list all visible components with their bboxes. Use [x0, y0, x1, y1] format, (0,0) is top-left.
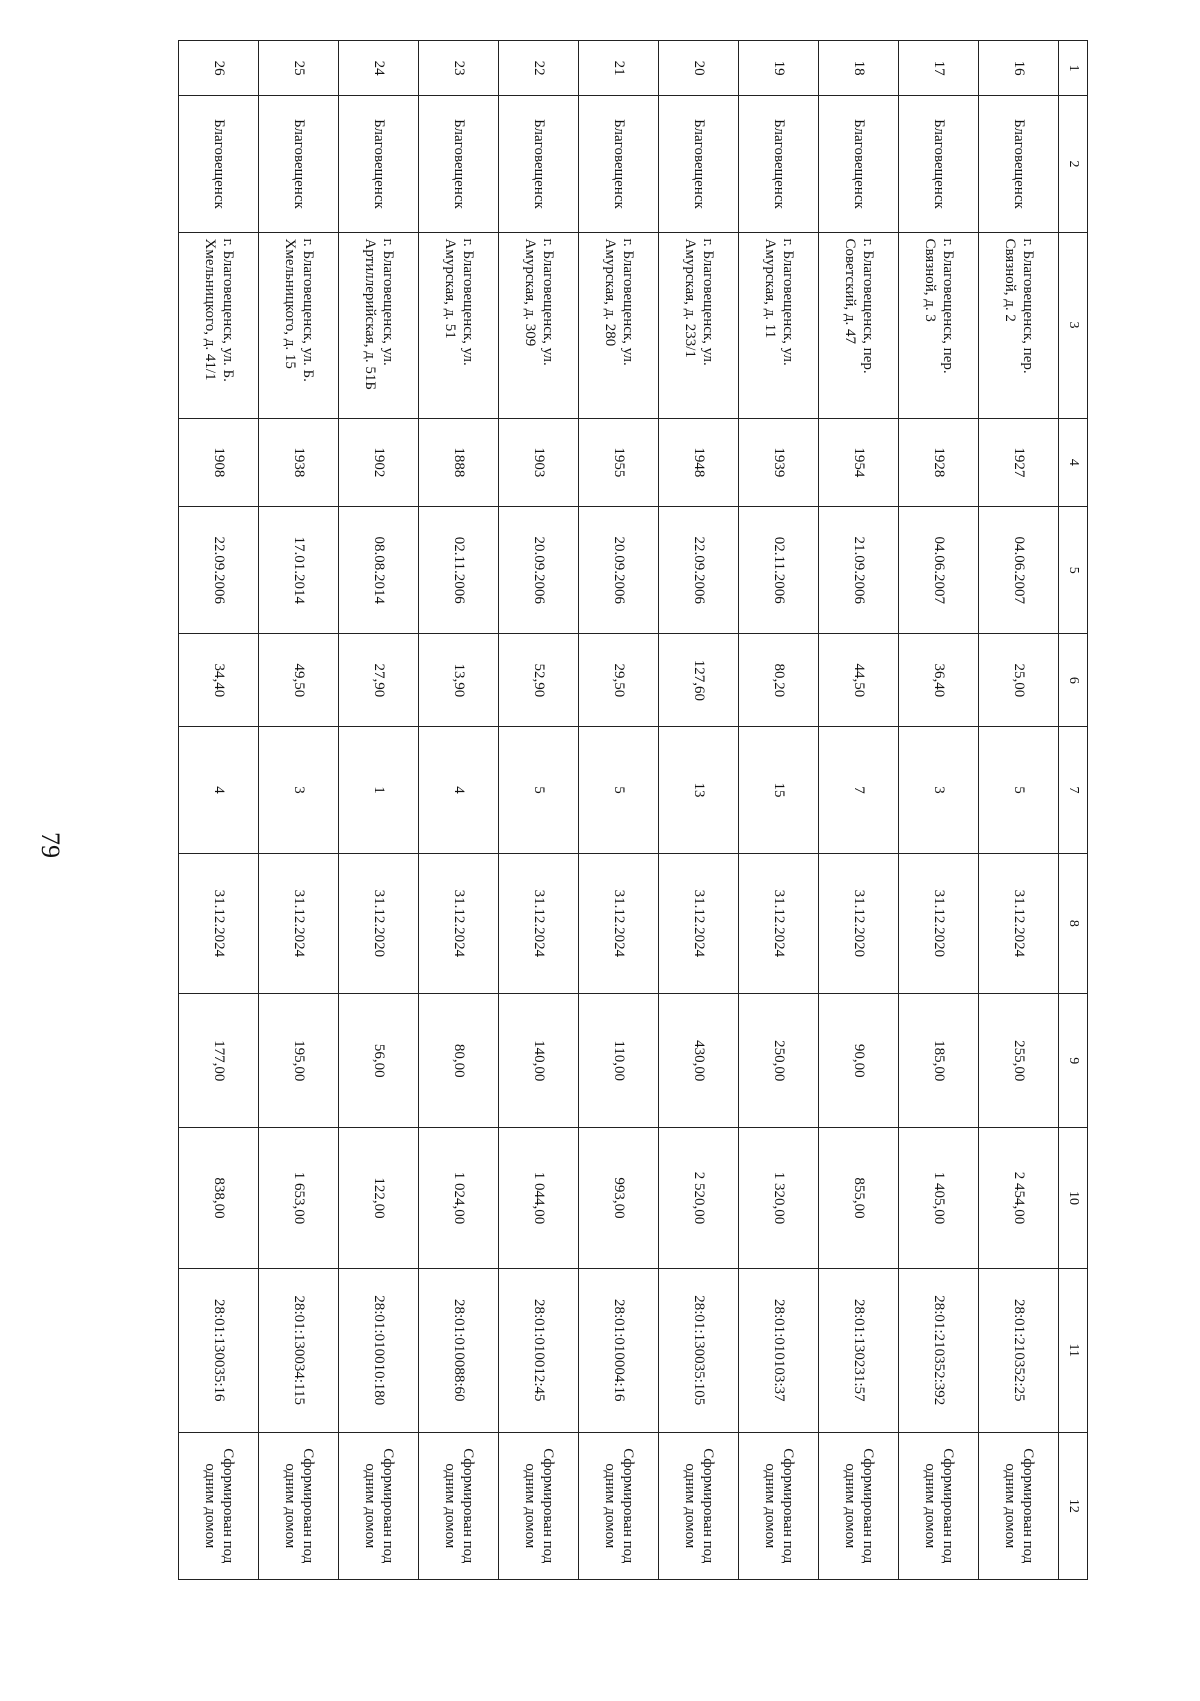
value9-cell: 140,00 — [499, 994, 579, 1128]
area-cell: 34,40 — [179, 634, 259, 727]
residents-cell: 4 — [419, 727, 499, 853]
page-number: 79 — [36, 832, 65, 858]
deadline-cell: 31.12.2020 — [339, 853, 419, 994]
area-cell: 127,60 — [659, 634, 739, 727]
value10-cell: 838,00 — [179, 1128, 259, 1269]
table-row — [899, 41, 979, 1580]
deadline-cell: 31.12.2024 — [739, 853, 819, 994]
residents-cell: 13 — [659, 727, 739, 853]
column-header: 7 — [1059, 727, 1088, 853]
residents-cell: 3 — [899, 727, 979, 853]
date-cell: 20.09.2006 — [499, 507, 579, 634]
status-cell: Сформирован под одним домом — [339, 1432, 419, 1579]
value10-cell: 855,00 — [819, 1128, 899, 1269]
area-cell: 25,00 — [979, 634, 1059, 727]
year-cell: 1928 — [899, 418, 979, 507]
value9-cell: 195,00 — [259, 994, 339, 1128]
address-cell: г. Благовещенск, ул. Амурская, д. 233/1 — [659, 232, 739, 418]
deadline-cell: 31.12.2024 — [419, 853, 499, 994]
status-cell: Сформирован под одним домом — [179, 1432, 259, 1579]
cadastre-number-cell: 28:01:010012:45 — [499, 1268, 579, 1432]
cadastre-number-cell: 28:01:210352:392 — [899, 1268, 979, 1432]
deadline-cell: 31.12.2020 — [819, 853, 899, 994]
row-number: 25 — [259, 41, 339, 96]
column-header: 1 — [1059, 41, 1088, 96]
column-header: 4 — [1059, 418, 1088, 507]
date-cell: 22.09.2006 — [179, 507, 259, 634]
cadastre-number-cell: 28:01:130231:57 — [819, 1268, 899, 1432]
residents-cell: 5 — [499, 727, 579, 853]
table-row — [179, 41, 259, 1580]
deadline-cell: 31.12.2024 — [979, 853, 1059, 994]
value10-cell: 122,00 — [339, 1128, 419, 1269]
column-header: 2 — [1059, 96, 1088, 232]
status-cell: Сформирован под одним домом — [979, 1432, 1059, 1579]
row-number: 17 — [899, 41, 979, 96]
table-row — [819, 41, 899, 1580]
row-number: 24 — [339, 41, 419, 96]
status-cell: Сформирован под одним домом — [819, 1432, 899, 1579]
register-table — [178, 40, 1088, 1580]
table-row — [259, 41, 339, 1580]
deadline-cell: 31.12.2024 — [179, 853, 259, 994]
year-cell: 1955 — [579, 418, 659, 507]
area-cell: 80,20 — [739, 634, 819, 727]
date-cell: 04.06.2007 — [899, 507, 979, 634]
cadastre-number-cell: 28:01:130035:105 — [659, 1268, 739, 1432]
status-cell: Сформирован под одним домом — [259, 1432, 339, 1579]
address-cell: г. Благовещенск, ул. Артиллерийская, д. 51Б — [339, 232, 419, 418]
cadastre-number-cell: 28:01:010004:16 — [579, 1268, 659, 1432]
city-cell: Благовещенск — [339, 96, 419, 232]
city-cell: Благовещенск — [819, 96, 899, 232]
row-number: 16 — [979, 41, 1059, 96]
table-row — [339, 41, 419, 1580]
address-cell: г. Благовещенск, ул. Б. Хмельницкого, д. 41/1 — [179, 232, 259, 418]
value9-cell: 110,00 — [579, 994, 659, 1128]
year-cell: 1939 — [739, 418, 819, 507]
address-cell: г. Благовещенск, пер. Советский, д. 47 — [819, 232, 899, 418]
status-cell: Сформирован под одним домом — [659, 1432, 739, 1579]
address-cell: г. Благовещенск, ул. Амурская, д. 309 — [499, 232, 579, 418]
area-cell: 27,90 — [339, 634, 419, 727]
row-number: 26 — [179, 41, 259, 96]
deadline-cell: 31.12.2024 — [579, 853, 659, 994]
residents-cell: 4 — [179, 727, 259, 853]
address-cell: г. Благовещенск, ул. Амурская, д. 11 — [739, 232, 819, 418]
date-cell: 21.09.2006 — [819, 507, 899, 634]
status-cell: Сформирован под одним домом — [419, 1432, 499, 1579]
column-header: 11 — [1059, 1268, 1088, 1432]
value10-cell: 2 454,00 — [979, 1128, 1059, 1269]
table-row — [659, 41, 739, 1580]
value9-cell: 250,00 — [739, 994, 819, 1128]
year-cell: 1954 — [819, 418, 899, 507]
table-row — [739, 41, 819, 1580]
cadastre-number-cell: 28:01:010088:60 — [419, 1268, 499, 1432]
city-cell: Благовещенск — [259, 96, 339, 232]
value10-cell: 1 024,00 — [419, 1128, 499, 1269]
area-cell: 36,40 — [899, 634, 979, 727]
deadline-cell: 31.12.2024 — [659, 853, 739, 994]
address-cell: г. Благовещенск, ул. Амурская, д. 51 — [419, 232, 499, 418]
table-row — [499, 41, 579, 1580]
row-number: 20 — [659, 41, 739, 96]
address-cell: г. Благовещенск, ул. Амурская, д. 280 — [579, 232, 659, 418]
year-cell: 1888 — [419, 418, 499, 507]
year-cell: 1938 — [259, 418, 339, 507]
value10-cell: 1 044,00 — [499, 1128, 579, 1269]
cadastre-number-cell: 28:01:010010:180 — [339, 1268, 419, 1432]
city-cell: Благовещенск — [179, 96, 259, 232]
table-row — [419, 41, 499, 1580]
cadastre-number-cell: 28:01:010103:37 — [739, 1268, 819, 1432]
address-cell: г. Благовещенск, пер. Связной, д. 2 — [979, 232, 1059, 418]
row-number: 22 — [499, 41, 579, 96]
value9-cell: 80,00 — [419, 994, 499, 1128]
city-cell: Благовещенск — [979, 96, 1059, 232]
city-cell: Благовещенск — [899, 96, 979, 232]
area-cell: 13,90 — [419, 634, 499, 727]
column-header: 10 — [1059, 1128, 1088, 1269]
residents-cell: 5 — [979, 727, 1059, 853]
value9-cell: 56,00 — [339, 994, 419, 1128]
year-cell: 1902 — [339, 418, 419, 507]
cadastre-number-cell: 28:01:130034:115 — [259, 1268, 339, 1432]
row-number: 19 — [739, 41, 819, 96]
deadline-cell: 31.12.2020 — [899, 853, 979, 994]
city-cell: Благовещенск — [579, 96, 659, 232]
row-number: 23 — [419, 41, 499, 96]
residents-cell: 5 — [579, 727, 659, 853]
status-cell: Сформирован под одним домом — [579, 1432, 659, 1579]
date-cell: 22.09.2006 — [659, 507, 739, 634]
column-header: 8 — [1059, 853, 1088, 994]
column-header: 12 — [1059, 1432, 1088, 1579]
value10-cell: 1 320,00 — [739, 1128, 819, 1269]
table-row — [979, 41, 1059, 1580]
city-cell: Благовещенск — [499, 96, 579, 232]
cadastre-number-cell: 28:01:130035:16 — [179, 1268, 259, 1432]
area-cell: 52,90 — [499, 634, 579, 727]
row-number: 21 — [579, 41, 659, 96]
table-container — [178, 40, 1088, 1580]
value9-cell: 185,00 — [899, 994, 979, 1128]
value10-cell: 993,00 — [579, 1128, 659, 1269]
date-cell: 02.11.2006 — [739, 507, 819, 634]
year-cell: 1908 — [179, 418, 259, 507]
table-body — [179, 41, 1059, 1580]
residents-cell: 7 — [819, 727, 899, 853]
value9-cell: 90,00 — [819, 994, 899, 1128]
column-header: 3 — [1059, 232, 1088, 418]
year-cell: 1927 — [979, 418, 1059, 507]
value10-cell: 2 520,00 — [659, 1128, 739, 1269]
address-cell: г. Благовещенск, ул. Б. Хмельницкого, д. 15 — [259, 232, 339, 418]
status-cell: Сформирован под одним домом — [739, 1432, 819, 1579]
page-number-wrap — [30, 825, 70, 865]
year-cell: 1948 — [659, 418, 739, 507]
residents-cell: 15 — [739, 727, 819, 853]
date-cell: 08.08.2014 — [339, 507, 419, 634]
residents-cell: 1 — [339, 727, 419, 853]
value9-cell: 430,00 — [659, 994, 739, 1128]
city-cell: Благовещенск — [659, 96, 739, 232]
header-row — [1059, 41, 1088, 1580]
value10-cell: 1 653,00 — [259, 1128, 339, 1269]
area-cell: 29,50 — [579, 634, 659, 727]
city-cell: Благовещенск — [739, 96, 819, 232]
date-cell: 02.11.2006 — [419, 507, 499, 634]
residents-cell: 3 — [259, 727, 339, 853]
cadastre-number-cell: 28:01:210352:25 — [979, 1268, 1059, 1432]
deadline-cell: 31.12.2024 — [259, 853, 339, 994]
value10-cell: 1 405,00 — [899, 1128, 979, 1269]
column-header: 6 — [1059, 634, 1088, 727]
year-cell: 1903 — [499, 418, 579, 507]
column-header: 5 — [1059, 507, 1088, 634]
date-cell: 20.09.2006 — [579, 507, 659, 634]
address-cell: г. Благовещенск, пер. Связной, д. 3 — [899, 232, 979, 418]
value9-cell: 255,00 — [979, 994, 1059, 1128]
city-cell: Благовещенск — [419, 96, 499, 232]
column-header: 9 — [1059, 994, 1088, 1128]
deadline-cell: 31.12.2024 — [499, 853, 579, 994]
table-row — [579, 41, 659, 1580]
date-cell: 17.01.2014 — [259, 507, 339, 634]
area-cell: 49,50 — [259, 634, 339, 727]
row-number: 18 — [819, 41, 899, 96]
area-cell: 44,50 — [819, 634, 899, 727]
date-cell: 04.06.2007 — [979, 507, 1059, 634]
value9-cell: 177,00 — [179, 994, 259, 1128]
status-cell: Сформирован под одним домом — [499, 1432, 579, 1579]
status-cell: Сформирован под одним домом — [899, 1432, 979, 1579]
